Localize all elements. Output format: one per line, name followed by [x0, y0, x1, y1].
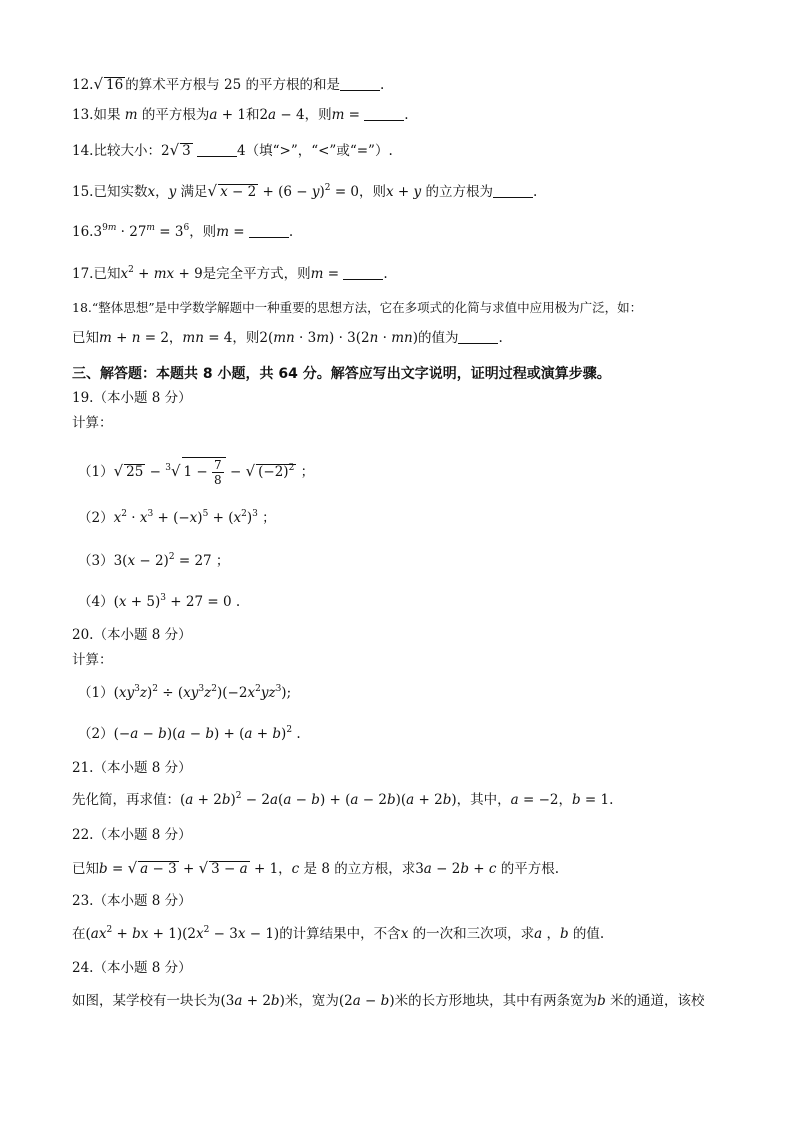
question-19-part-4: $(4)(x + 5)^3 + 27 = 0$ .: [78, 593, 241, 610]
question-20-header: 20.（本小题 8 分）: [72, 627, 192, 643]
question-24-header: 24.（本小题 8 分）: [72, 960, 192, 976]
question-12: 12.√ 16 的算术平方根与 25 的平方根的和是 .: [72, 75, 385, 93]
question-21: 先化简，再求值：$(a + 2b)^2 - 2a(a - b) + (a - 2b)(a + 2b)$，其中，a = −2，b = 1.: [72, 791, 614, 808]
answer-blank[interactable]: [458, 329, 498, 344]
question-17: 17.已知$x^2$ + mx + 9是完全平方式，则m = .: [72, 265, 388, 282]
answer-blank[interactable]: [364, 106, 404, 121]
question-20-calc-label: 计算：: [72, 652, 113, 668]
question-20-part-2: $(2)(-a - b)(a - b) + (a + b)^2$ .: [78, 725, 301, 742]
answer-blank[interactable]: [340, 76, 380, 91]
question-19-calc-label: 计算：: [72, 415, 113, 431]
answer-blank[interactable]: [343, 265, 383, 280]
answer-blank[interactable]: [493, 183, 533, 198]
question-14: 14.比较大小：2√ 3 4（填“>”，“<”或“=”）.: [72, 141, 393, 159]
question-16: $16.3^{9m} \cdot 27^m = 3^6$，则m = .: [72, 223, 294, 240]
question-21-header: 21.（本小题 8 分）: [72, 760, 192, 776]
question-18-intro: 18.“整体思想”是中学数学解题中一种重要的思想方法，它在多项式的化简与求值中应用极为广泛，如：: [72, 300, 643, 315]
answer-blank[interactable]: [197, 142, 237, 157]
question-19-part-1: （1）√ 25 − $^3$√ 1 − $\frac{7}{8}$ − √ $(-2)^2$ ；: [78, 458, 315, 487]
question-19-part-2: $(2)x^2 \cdot x^3 + (-x)^5 + (x^2)^3$ ；: [78, 509, 276, 526]
question-22: 已知b = √ a − 3 + √ 3 − a + 1，c 是 8 的立方根，求3a − 2b + c 的平方根.: [72, 859, 560, 877]
question-15: 15.已知实数x，y 满足√ $x - 2 + (6 - y)^2 = 0$，则x + y 的立方根为 .: [72, 182, 538, 200]
question-24: 如图，某学校有一块长为(3a + 2b)米，宽为(2a − b)米的长方形地块，其中有两条宽为b 米的通道，该校: [72, 993, 705, 1009]
question-18: 已知m + n = 2，mn = 4，则2(mn · 3m) · 3(2n · mn)的值为 .: [72, 330, 503, 346]
question-23: 在($ax^2$ + bx + $1)(2x^2 - 3x - 1)$的计算结果中，不含x 的一次和三次项，求a ，b 的值.: [72, 925, 605, 942]
question-13: 13.如果 m 的平方根为a + 1和2a − 4，则m = .: [72, 107, 409, 123]
section-3-heading: 三、解答题：本题共 8 小题，共 64 分。解答应写出文字说明，证明过程或演算步骤。: [72, 366, 611, 382]
question-20-part-1: $(1)(xy^3z)^2 \div (xy^3z^2)(-2x^2yz^3)$;: [78, 684, 292, 701]
answer-blank[interactable]: [249, 223, 289, 238]
question-23-header: 23.（本小题 8 分）: [72, 893, 192, 909]
question-19-part-3: $(3)3(x - 2)^2 = 27$ ；: [78, 552, 230, 569]
question-22-header: 22.（本小题 8 分）: [72, 827, 192, 843]
question-19-header: 19.（本小题 8 分）: [72, 390, 192, 406]
